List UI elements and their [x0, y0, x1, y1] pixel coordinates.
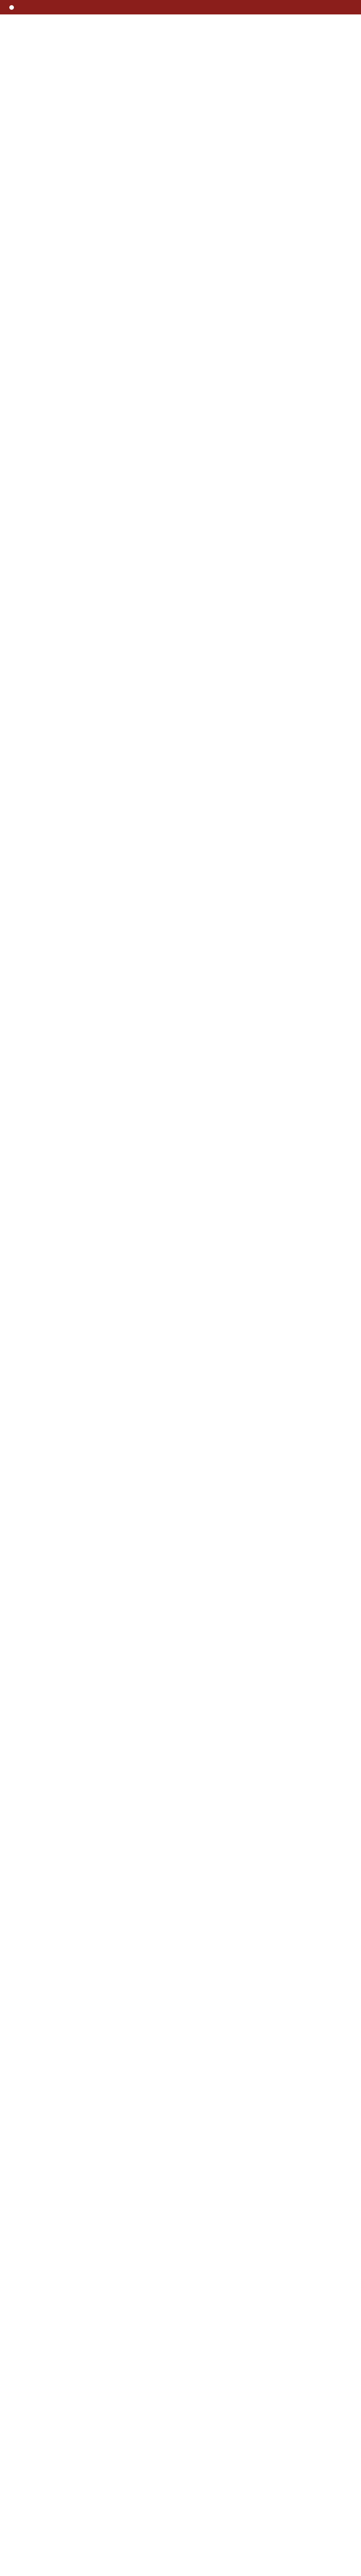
poem-content [0, 14, 361, 2576]
site-header [0, 0, 361, 14]
byline [9, 23, 352, 29]
logo-dot-icon [9, 5, 14, 10]
